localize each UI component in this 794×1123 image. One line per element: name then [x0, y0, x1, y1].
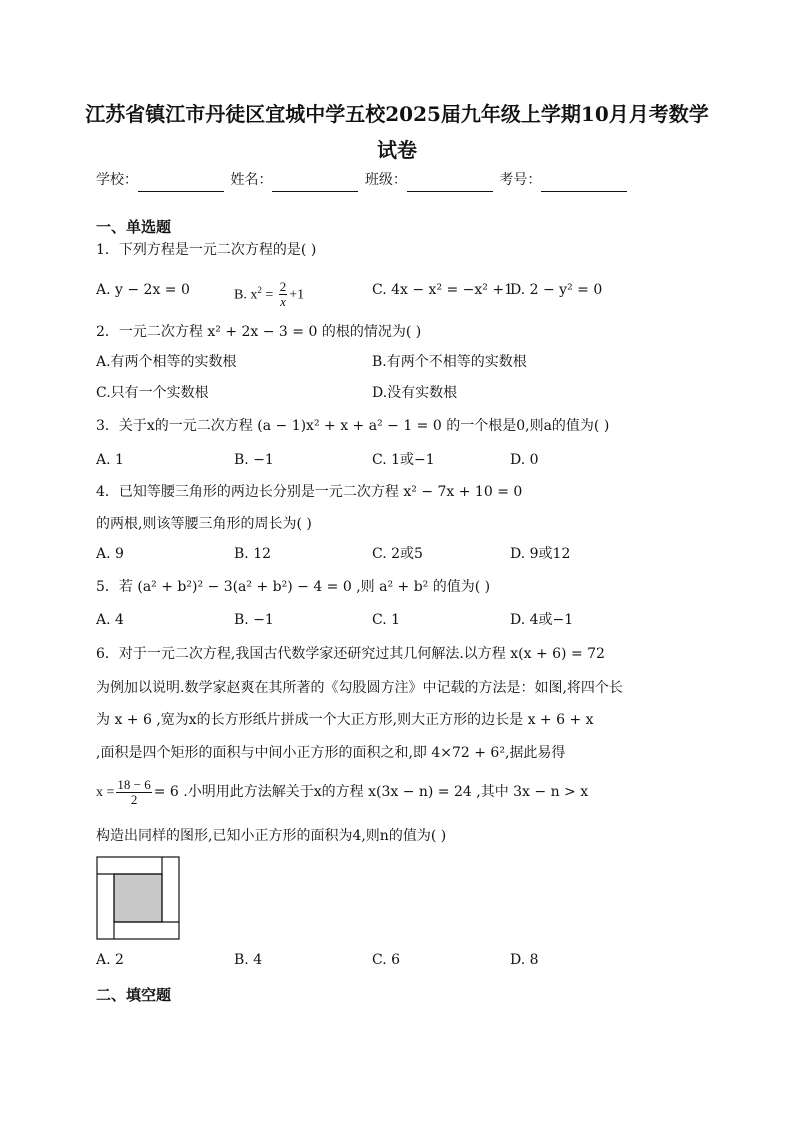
exam-number-field[interactable]	[541, 175, 627, 192]
question-4-stem: 4．已知等腰三角形的两边长分别是一元二次方程 x² − 7x + 10 = 0	[96, 484, 523, 500]
question-1-stem: 1．下列方程是一元二次方程的是( )	[96, 242, 317, 258]
question-4-option-a: A. 9	[96, 546, 124, 562]
page-title-cont: 试卷	[377, 138, 417, 162]
school-field[interactable]	[138, 175, 224, 192]
question-3-option-d: D. 0	[510, 452, 539, 468]
question-4-option-c: C. 2或5	[372, 546, 423, 562]
inner-square	[114, 874, 162, 922]
question-6-line-5: x = $\frac{18 - 6}{2}$ = 6 .小明用此方法解关于x的方程 x(3x − n) = 24 ,其中 3x − n > x	[96, 776, 589, 807]
class-field[interactable]	[407, 175, 493, 192]
exam-number-label: 考号：	[499, 172, 542, 188]
question-2-option-c: C.只有一个实数根	[96, 385, 209, 401]
section-heading-single-choice: 一、单选题	[96, 218, 172, 236]
question-5-option-c: C. 1	[372, 612, 401, 628]
question-6-line-4: ,面积是四个矩形的面积与中间小正方形的面积之和,即 4×72 + 6²,据此易得	[96, 745, 566, 761]
question-1-option-c: C. 4x − x² = −x² +1	[372, 282, 514, 298]
question-1-option-a: A. y − 2x = 0	[96, 282, 190, 298]
question-3-option-c: C. 1或−1	[372, 452, 435, 468]
name-field[interactable]	[272, 175, 358, 192]
question-2-option-a: A.有两个相等的实数根	[96, 354, 237, 370]
question-2-option-d: D.没有实数根	[372, 385, 458, 401]
question-6-option-c: C. 6	[372, 952, 401, 968]
school-label: 学校：	[96, 172, 138, 188]
question-1-option-b: B. $x^2$ = $\frac{2}{x}$ +1	[234, 279, 305, 310]
question-6-line-1: 6．对于一元二次方程,我国古代数学家还研究过其几何解法.以方程 x(x + 6) = 72	[96, 646, 605, 662]
question-2-option-b: B.有两个不相等的实数根	[372, 354, 527, 370]
question-6-option-a: A. 2	[96, 952, 124, 968]
question-3-option-a: A. 1	[96, 452, 124, 468]
section-heading-fill-in: 二、填空题	[96, 986, 172, 1004]
question-3-stem: 3．关于x的一元二次方程 (a − 1)x² + x + a² − 1 = 0 的一个根是0,则a的值为( )	[96, 418, 610, 434]
question-6-line-3: 为 x + 6 ,宽为x的长方形纸片拼成一个大正方形,则大正方形的边长是 x + 6 + x	[96, 712, 594, 728]
question-5-option-d: D. 4或−1	[510, 612, 574, 628]
page-title: 江苏省镇江市丹徒区宜城中学五校2025届九年级上学期10月月考数学	[85, 102, 709, 126]
name-label: 姓名：	[230, 172, 273, 188]
question-1-option-d: D. 2 − y² = 0	[510, 282, 603, 298]
zhao-shuang-square-figure	[96, 856, 180, 940]
question-5-option-a: A. 4	[96, 612, 124, 628]
question-4-option-d: D. 9或12	[510, 546, 571, 562]
info-fields	[96, 168, 629, 192]
question-6-option-d: D. 8	[510, 952, 539, 968]
question-4-option-b: B. 12	[234, 546, 272, 562]
question-6-option-b: B. 4	[234, 952, 263, 968]
class-label: 班级：	[364, 172, 407, 188]
question-5-stem: 5．若 (a² + b²)² − 3(a² + b²) − 4 = 0 ,则 a² + b² 的值为( )	[96, 579, 491, 595]
question-3-option-b: B. −1	[234, 452, 274, 468]
question-4-stem-cont: 的两根,则该等腰三角形的周长为( )	[96, 516, 312, 532]
question-6-line-2: 为例加以说明.数学家赵爽在其所著的《勾股圆方注》中记载的方法是：如图,将四个长	[96, 680, 623, 696]
question-2-stem: 2．一元二次方程 x² + 2x − 3 = 0 的根的情况为( )	[96, 324, 422, 340]
question-5-option-b: B. −1	[234, 612, 274, 628]
question-6-line-6: 构造出同样的图形,已知小正方形的面积为4,则n的值为( )	[96, 828, 447, 844]
